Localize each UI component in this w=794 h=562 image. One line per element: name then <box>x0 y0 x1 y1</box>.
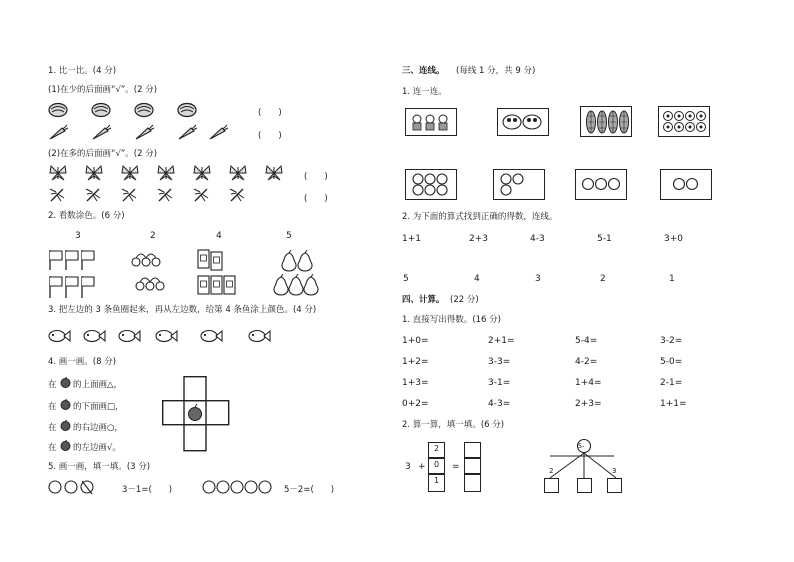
flag-icon <box>50 276 62 298</box>
cabbage-icon <box>49 104 67 117</box>
circles-3 <box>494 170 544 199</box>
fish-row <box>48 328 288 344</box>
q1-sub2-title: (2)在多的后面画“√”。(2 分) <box>48 149 158 159</box>
book-icon <box>224 276 235 294</box>
flag-icon <box>82 276 94 298</box>
circles-3-row <box>576 170 626 199</box>
cherry-icon <box>132 254 160 266</box>
books-group <box>196 248 242 300</box>
r2-expression[interactable]: 4-3 <box>530 234 545 244</box>
butterfly-icon <box>122 166 138 180</box>
fish-icon <box>249 331 270 342</box>
q4-line-2-prefix: 在 <box>48 402 57 412</box>
q1-title: 1. 比一比。(4 分) <box>48 66 117 76</box>
c2-column-cell: 1 <box>428 474 445 492</box>
book-icon <box>198 276 209 294</box>
butterfly-icon <box>194 166 210 180</box>
soccer-ball-icon <box>659 107 709 136</box>
q4-line-1-prefix: 在 <box>48 380 57 390</box>
dragonfly-icon <box>122 189 136 201</box>
q2-number: 3 <box>75 231 81 241</box>
flag-icon <box>66 250 78 270</box>
butterfly-icon <box>230 166 246 180</box>
match-box-top[interactable] <box>580 106 632 137</box>
q1-sub1-title: (1)在少的后面画“√”。(2 分) <box>48 85 158 95</box>
carrot-icon <box>93 125 111 139</box>
dragonfly-icon <box>230 189 244 201</box>
dragonfly-icon <box>50 189 64 201</box>
c2-column-cell: 0 <box>428 458 445 474</box>
book-icon <box>211 276 222 294</box>
pears-group <box>272 250 320 300</box>
q4-line-4-text: 的左边画√。 <box>73 443 121 453</box>
fish-icon <box>156 331 177 342</box>
tree-answer-box[interactable] <box>607 478 622 493</box>
q5-circles-3 <box>48 480 96 495</box>
c2-answer-cell[interactable] <box>464 442 481 458</box>
section3-title: 三、连线。 <box>402 66 445 76</box>
calc-item[interactable]: 4-3= <box>488 399 511 409</box>
dragonfly-icon <box>158 189 172 201</box>
butterfly-icon <box>266 166 282 180</box>
calc-item[interactable]: 3-2= <box>660 336 683 346</box>
cabbage-icon <box>92 104 110 117</box>
match-box-top[interactable] <box>497 108 549 136</box>
q2-title: 2. 看数涂色。(6 分) <box>48 211 125 221</box>
cross-grid[interactable] <box>162 376 230 452</box>
c2-answer-cell[interactable] <box>464 474 481 492</box>
q5-equation-1: 3－1=( ) <box>122 485 173 495</box>
q1-answer-paren-4[interactable]: ( ) <box>304 194 328 204</box>
calc-item[interactable]: 3-1= <box>488 378 511 388</box>
c2-answer-cell[interactable] <box>464 458 481 474</box>
calc-item[interactable]: 1+0= <box>402 336 429 346</box>
corn-icon <box>581 107 631 136</box>
fish-icon <box>201 331 222 342</box>
section4-note: (22 分) <box>450 295 479 305</box>
match-box-bottom[interactable] <box>575 169 627 200</box>
flag-icon <box>82 250 94 270</box>
fish-icon <box>49 331 70 342</box>
q4-line-3-text: 的右边画○， <box>73 423 123 433</box>
dragonfly-icon <box>86 189 100 201</box>
q5-circles-5 <box>202 480 276 495</box>
section3-note: (每线 1 分，共 9 分) <box>456 66 536 76</box>
r2-result[interactable]: 3 <box>535 274 541 284</box>
match-box-bottom[interactable] <box>660 169 712 200</box>
pear-icon <box>298 250 312 271</box>
q5-title: 5. 画一画，填一填。(3 分) <box>48 462 151 472</box>
carrot-icon <box>50 125 68 139</box>
circles-2 <box>661 170 711 199</box>
fish-icon <box>84 331 105 342</box>
q2-number: 5 <box>286 231 292 241</box>
calc-item[interactable]: 2+3= <box>575 399 602 409</box>
carrot-icon <box>210 125 228 139</box>
apple-icon <box>60 440 71 451</box>
calc-item[interactable]: 4-2= <box>575 357 598 367</box>
q4-title: 4. 画一画。(8 分) <box>48 357 117 367</box>
cabbage-icon <box>177 100 199 120</box>
circles-6 <box>406 170 456 199</box>
calc-item[interactable]: 1+2= <box>402 357 429 367</box>
cabbage-icon <box>135 104 153 117</box>
cherries-group <box>130 250 172 298</box>
calc-item[interactable]: 2-1= <box>660 378 683 388</box>
q1-answer-paren-2[interactable]: ( ) <box>258 131 282 141</box>
c2-column-cell: 2 <box>428 442 445 458</box>
dragonfly-icon <box>194 189 208 201</box>
c2-title: 2. 算一算，填一填。(6 分) <box>402 420 505 430</box>
calc-item[interactable]: 1+3= <box>402 378 429 388</box>
calc-item[interactable]: 5-4= <box>575 336 598 346</box>
pear-icon <box>289 274 303 295</box>
calc-item[interactable]: 3-3= <box>488 357 511 367</box>
match-box-bottom[interactable] <box>405 169 457 200</box>
match-box-bottom[interactable] <box>493 169 545 200</box>
apple-icon <box>60 377 71 388</box>
dragonfly-row <box>48 186 258 204</box>
q4-line-3-prefix: 在 <box>48 423 57 433</box>
r2-result[interactable]: 1 <box>669 274 675 284</box>
q1-answer-paren-3[interactable]: ( ) <box>304 172 328 182</box>
pear-icon <box>282 250 296 271</box>
q4-line-2-text: 的下面画□， <box>73 402 124 412</box>
carrot-icon <box>136 125 154 139</box>
c2-left-operand: 3 <box>405 462 411 472</box>
apple-icon <box>60 420 71 431</box>
butterfly-row <box>48 164 288 182</box>
flags-group <box>48 248 106 300</box>
calc-item[interactable]: 5-0= <box>660 357 683 367</box>
butterfly-icon <box>50 166 66 180</box>
flag-icon <box>66 276 78 298</box>
cherry-icon <box>136 278 164 290</box>
section4-title: 四、计算。 <box>402 295 445 305</box>
r2-result[interactable]: 4 <box>474 274 480 284</box>
pear-icon <box>304 274 318 295</box>
c1-title: 1. 直接写出得数。(16 分) <box>402 315 501 325</box>
calc-item[interactable]: 2+1= <box>488 336 515 346</box>
calc-item[interactable]: 0+2= <box>402 399 429 409</box>
flag-icon <box>50 250 62 270</box>
q3-title: 3. 把左边的 3 条鱼圈起来，再从左边数，给第 4 条鱼涂上颜色。(4 分) <box>48 305 317 315</box>
calc-item[interactable]: 1+4= <box>575 378 602 388</box>
r1-title: 1. 连一连。 <box>402 87 447 97</box>
r2-expression[interactable]: 1+1 <box>402 234 421 244</box>
apple-icon <box>189 404 202 421</box>
r2-expression[interactable]: 3+0 <box>664 234 683 244</box>
calc-item[interactable]: 1+1= <box>660 399 687 409</box>
bear-icon <box>406 109 456 135</box>
match-box-top[interactable] <box>658 106 710 137</box>
book-icon <box>211 252 222 270</box>
panda-icon <box>498 109 548 135</box>
c2-equals: = <box>452 462 460 472</box>
tree-answer-box[interactable] <box>544 478 559 493</box>
pear-icon <box>274 274 288 295</box>
butterfly-icon <box>158 166 174 180</box>
r2-result[interactable]: 2 <box>600 274 606 284</box>
tree-leaf-label: 3 <box>612 467 617 475</box>
tree-root-label: 5- <box>578 442 585 450</box>
butterfly-icon <box>86 166 102 180</box>
fish-icon <box>119 331 140 342</box>
q2-number: 4 <box>216 231 222 241</box>
tree-leaf-label: 2 <box>549 467 554 475</box>
tree-answer-box[interactable] <box>577 478 592 493</box>
q2-number: 2 <box>150 231 156 241</box>
q4-line-4-prefix: 在 <box>48 443 57 453</box>
apple-icon <box>60 399 71 410</box>
carrot-icon <box>179 125 197 139</box>
r2-expression[interactable]: 5-1 <box>597 234 612 244</box>
book-icon <box>198 250 209 268</box>
carrot-row <box>48 124 238 142</box>
match-box-top[interactable] <box>405 108 457 136</box>
r2-title: 2. 为下面的算式找到正确的得数，连线。 <box>402 212 558 222</box>
r2-expression[interactable]: 2+3 <box>469 234 488 244</box>
q4-line-1-text: 的上面画△， <box>73 380 123 390</box>
r2-result[interactable]: 5 <box>403 274 409 284</box>
q5-equation-2: 5－2=( ) <box>284 485 335 495</box>
c2-plus: + <box>418 462 426 472</box>
q1-answer-paren-1[interactable]: ( ) <box>258 108 282 118</box>
